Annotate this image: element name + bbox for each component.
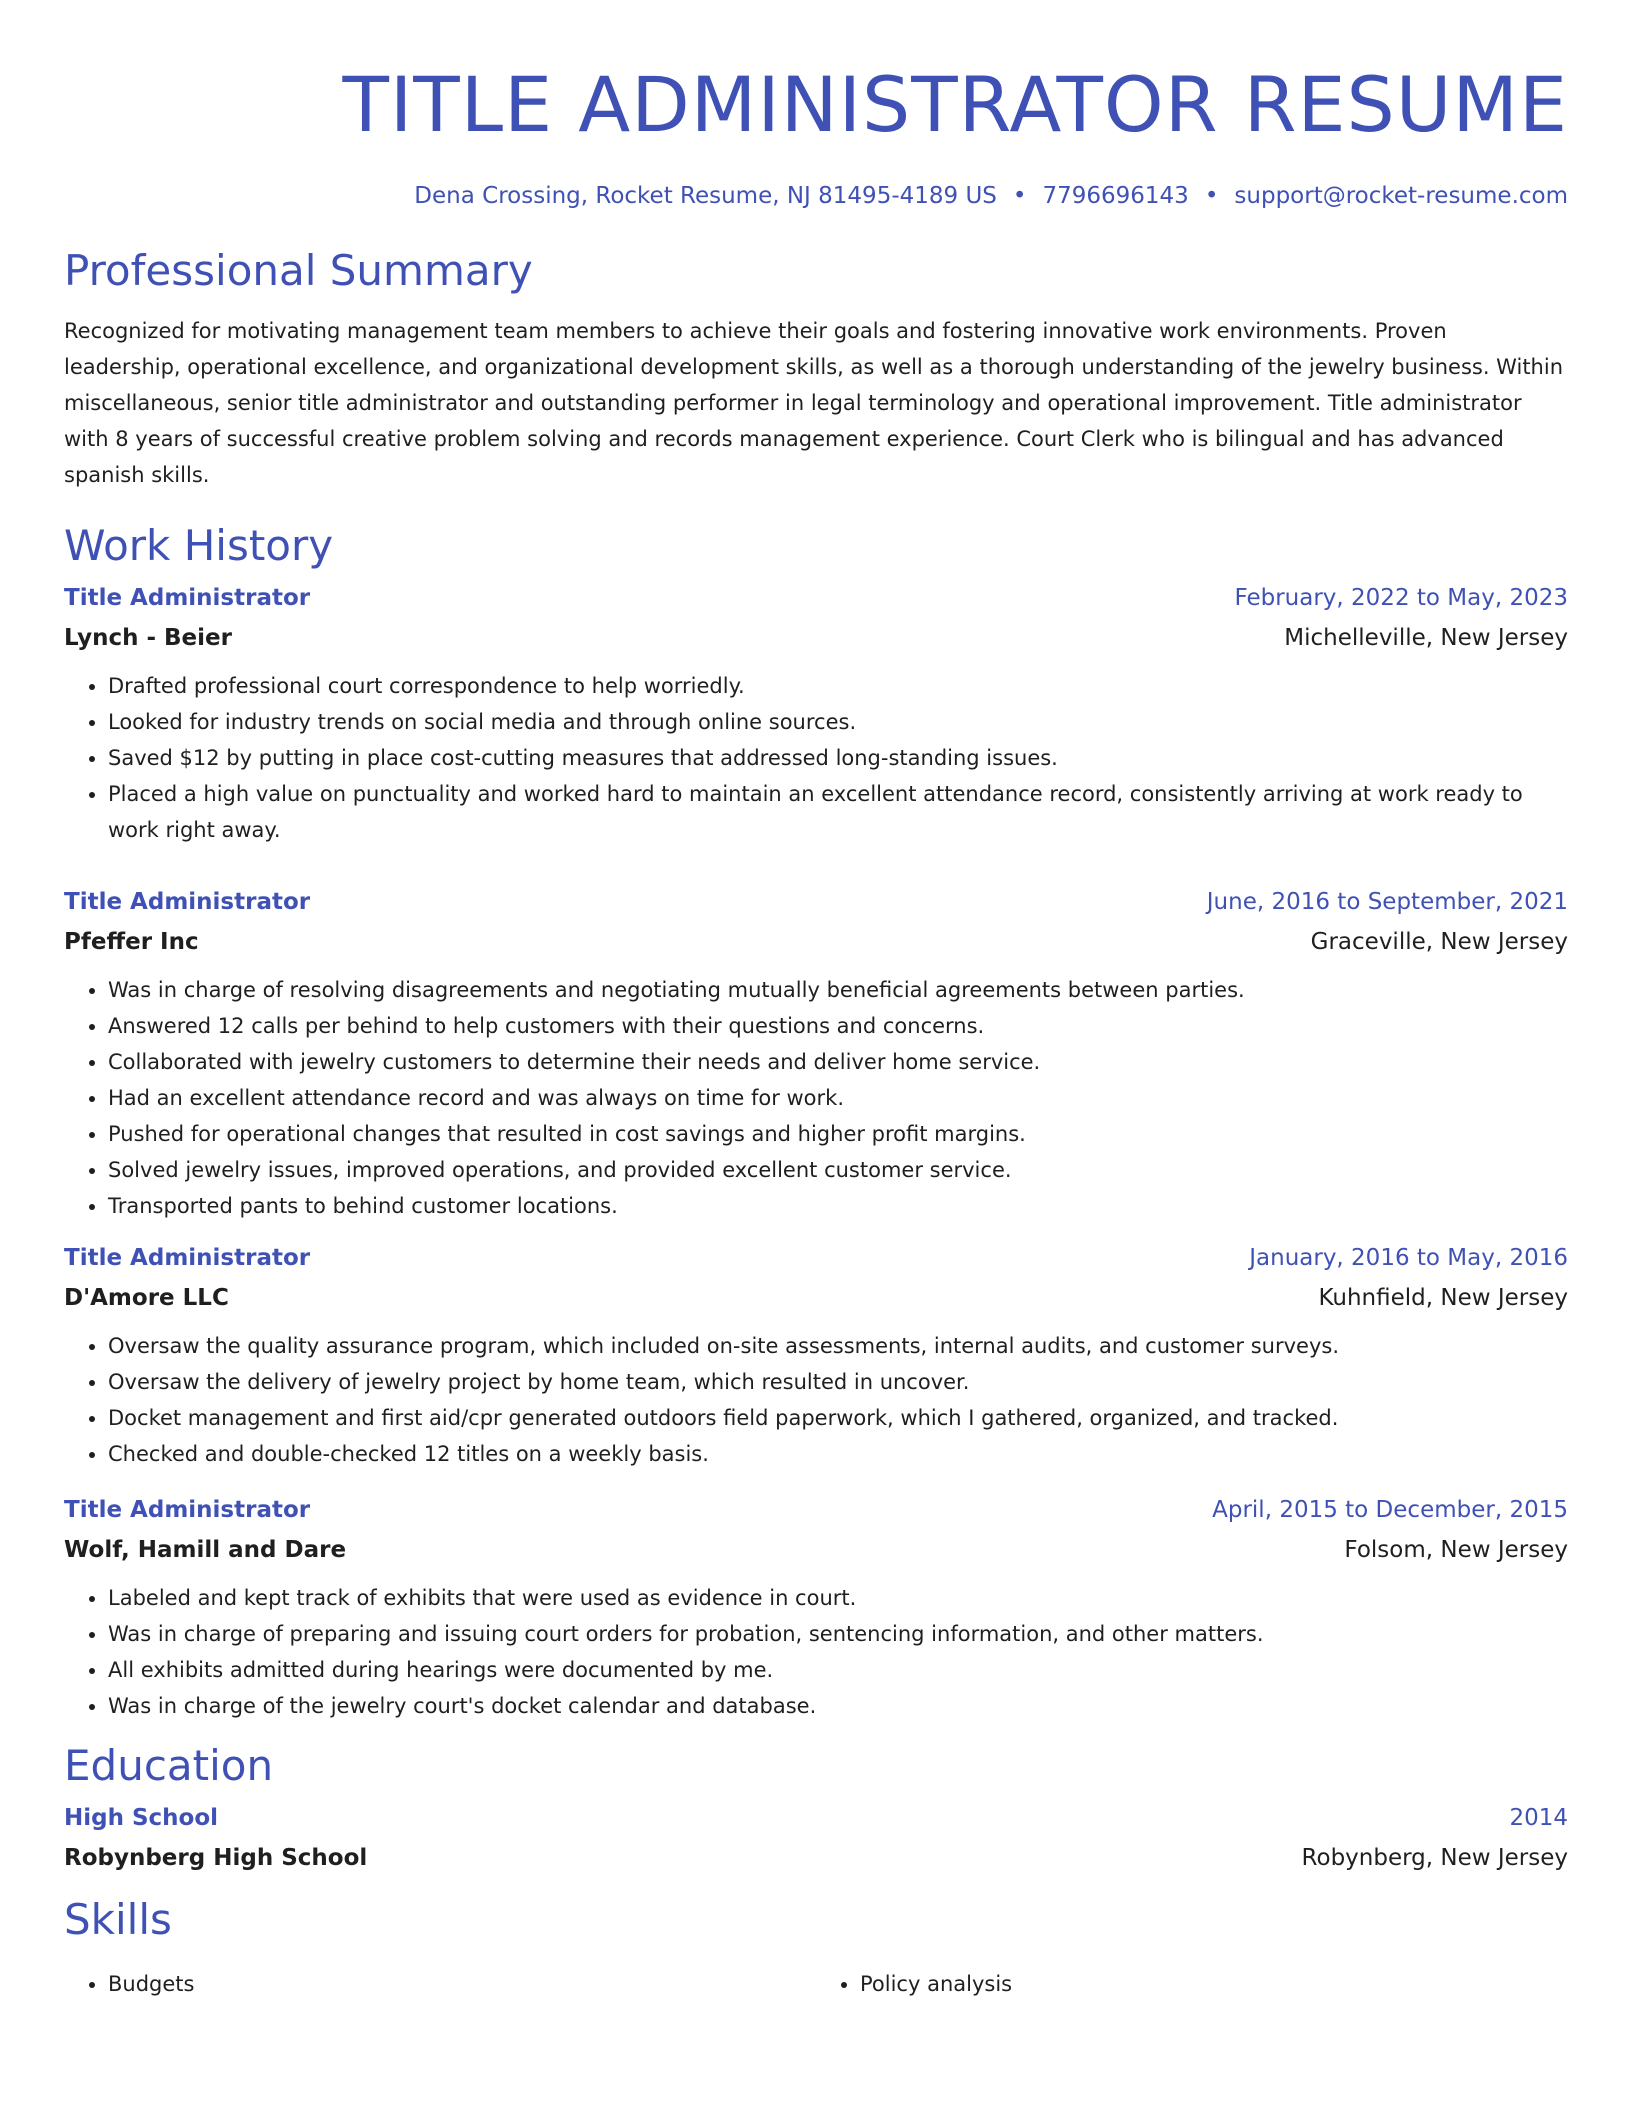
work-history-heading: Work History — [64, 521, 334, 570]
job-bullet: • Saved $12 by putting in place cost-cutting measures that addressed long-standing issues. — [108, 740, 1568, 776]
job-entry — [64, 1490, 1568, 1724]
job-bullet: • Collaborated with jewelry customers to determine their needs and deliver home service. — [108, 1044, 1568, 1080]
contact-email[interactable]: support@rocket-resume.com — [1234, 183, 1568, 209]
job-bullet: • Placed a high value on punctuality and worked hard to maintain an excellent attendance record, consistently arriving at work ready to work right away. — [108, 776, 1568, 848]
job-entry — [64, 578, 1568, 848]
job-location: Folsom, New Jersey — [1344, 1537, 1568, 1563]
job-bullet: • Oversaw the quality assurance program, which included on-site assessments, internal audits, and customer surveys. — [108, 1328, 1568, 1364]
education-school: Robynberg High School — [64, 1845, 368, 1871]
job-employer: D'Amore LLC — [64, 1285, 229, 1311]
job-title: Title Administrator — [64, 585, 311, 611]
job-title: Title Administrator — [64, 1497, 311, 1523]
skills-heading: Skills — [64, 1895, 172, 1944]
job-bullet: • Labeled and kept track of exhibits that were used as evidence in court. — [108, 1580, 1568, 1616]
contact-phone[interactable]: 7796696143 — [1042, 183, 1189, 209]
job-employer: Pfeffer Inc — [64, 929, 199, 955]
summary-heading: Professional Summary — [64, 246, 533, 295]
job-bullet: • Docket management and first aid/cpr generated outdoors field paperwork, which I gathered, organized, and tracked. — [108, 1400, 1568, 1436]
job-bullets — [64, 668, 1568, 848]
resume-title: TITLE ADMINISTRATOR RESUME — [342, 60, 1568, 149]
skill-item: • Policy analysis — [860, 1966, 1568, 2002]
summary-section — [64, 243, 1568, 493]
job-bullet: • Was in charge of the jewelry court's docket calendar and database. — [108, 1688, 1568, 1724]
job-bullets — [64, 1328, 1568, 1472]
job-bullet: • Pushed for operational changes that resulted in cost savings and higher profit margins. — [108, 1116, 1568, 1152]
skills-list — [64, 1966, 1568, 2002]
education-degree: High School — [64, 1805, 219, 1831]
job-dates: April, 2015 to December, 2015 — [1212, 1497, 1568, 1523]
job-title: Title Administrator — [64, 1245, 311, 1271]
job-location: Graceville, New Jersey — [1310, 929, 1568, 955]
job-bullets — [64, 1580, 1568, 1724]
contact-separator: • — [1204, 183, 1219, 209]
job-bullet: • Was in charge of resolving disagreements and negotiating mutually beneficial agreements between parties. — [108, 972, 1568, 1008]
education-section — [64, 1738, 1568, 1878]
job-entry — [64, 882, 1568, 1224]
education-year: 2014 — [1509, 1805, 1568, 1831]
job-dates: February, 2022 to May, 2023 — [1234, 585, 1568, 611]
job-dates: January, 2016 to May, 2016 — [1249, 1245, 1568, 1271]
skills-section — [64, 1892, 1568, 2002]
skills-column-right — [816, 1966, 1568, 2002]
job-bullet: • Checked and double-checked 12 titles on a weekly basis. — [108, 1436, 1568, 1472]
job-bullet: • Solved jewelry issues, improved operations, and provided excellent customer service. — [108, 1152, 1568, 1188]
job-bullets — [64, 972, 1568, 1224]
job-bullet: • Oversaw the delivery of jewelry project by home team, which resulted in uncover. — [108, 1364, 1568, 1400]
job-bullet: • Was in charge of preparing and issuing court orders for probation, sentencing information, and other matters. — [108, 1616, 1568, 1652]
job-employer: Wolf, Hamill and Dare — [64, 1537, 347, 1563]
job-bullet: • Looked for industry trends on social media and through online sources. — [108, 704, 1568, 740]
job-dates: June, 2016 to September, 2021 — [1206, 889, 1568, 915]
job-location: Michelleville, New Jersey — [1284, 625, 1568, 651]
work-history-section — [64, 518, 1568, 1724]
job-bullet: • Transported pants to behind customer locations. — [108, 1188, 1568, 1224]
job-bullet: • All exhibits admitted during hearings were documented by me. — [108, 1652, 1568, 1688]
job-employer: Lynch - Beier — [64, 625, 232, 651]
job-bullet: • Had an excellent attendance record and was always on time for work. — [108, 1080, 1568, 1116]
education-heading: Education — [64, 1741, 274, 1790]
skills-column-left — [64, 1966, 816, 2002]
job-location: Kuhnfield, New Jersey — [1318, 1285, 1568, 1311]
summary-text: Recognized for motivating management team members to achieve their goals and fostering innovative work environments. Proven leadership, operational excellence, and organizational development skills, as well as a thorough understanding of the jewelry business. Within miscellaneous, senior title administrator and outstanding performer in legal terminology and operational improvement. Title administrator with 8 years of successful creative problem solving and records management experience. Court Clerk who is bilingual and has advanced spanish skills. — [64, 319, 1564, 487]
job-title: Title Administrator — [64, 889, 311, 915]
skill-item: • Budgets — [108, 1966, 816, 2002]
education-location: Robynberg, New Jersey — [1301, 1845, 1568, 1871]
contact-address: Dena Crossing, Rocket Resume, NJ 81495-4189 US — [414, 183, 997, 209]
contact-line — [64, 180, 1568, 212]
job-entry — [64, 1238, 1568, 1472]
job-bullet: • Answered 12 calls per behind to help customers with their questions and concerns. — [108, 1008, 1568, 1044]
job-bullet: • Drafted professional court correspondence to help worriedly. — [108, 668, 1568, 704]
contact-separator: • — [1012, 183, 1027, 209]
